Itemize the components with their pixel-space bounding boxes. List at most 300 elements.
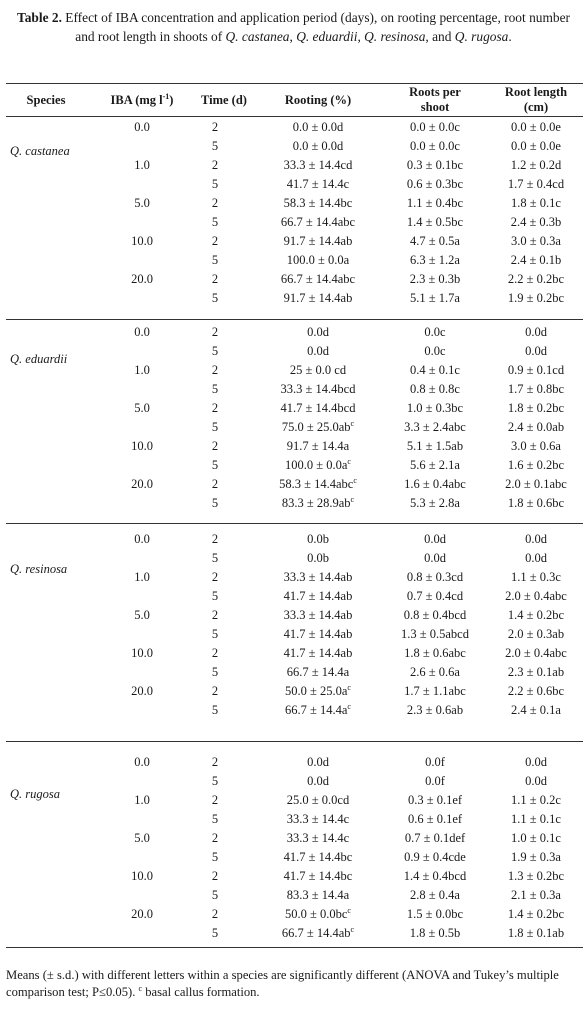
- root-length-value: [490, 627, 582, 642]
- iba-value-text: 0.0: [134, 532, 150, 546]
- roots-per-shoot-value: [385, 926, 485, 941]
- time-value-text: 5: [211, 458, 219, 473]
- caption-text: Effect of IBA concentration and application period (days), on rooting percentage, root number and root length in shoots of: [61, 10, 570, 44]
- roots-per-shoot-value-text: 0.7 ± 0.1def: [404, 831, 466, 846]
- rooting-value-text: 41.7 ± 14.4ab: [283, 646, 353, 661]
- iba-value: [102, 401, 182, 416]
- roots-per-shoot-value: [385, 139, 485, 154]
- iba-value: [102, 608, 182, 623]
- roots-per-shoot-value-text: 0.0 ± 0.0c: [410, 139, 460, 154]
- rooting-value: [258, 344, 378, 359]
- rooting-value-text: 66.7 ± 14.4ab: [281, 926, 351, 941]
- root-length-value: [490, 477, 582, 492]
- rooting-value-text: 100.0 ± 0.0a: [285, 458, 348, 473]
- roots-per-shoot-value-text: 3.3 ± 2.4abc: [404, 420, 466, 435]
- species-separator-rule: [6, 523, 583, 524]
- time-value: [185, 551, 245, 566]
- roots-per-shoot-value: [385, 458, 485, 473]
- time-value: [185, 477, 245, 492]
- iba-value: [102, 532, 182, 547]
- iba-value: [102, 793, 182, 808]
- rooting-value-text: 0.0d: [307, 325, 329, 339]
- iba-value: [102, 869, 182, 884]
- root-length-value: [490, 665, 582, 680]
- root-length-value-text: 2.4 ± 0.3b: [510, 215, 562, 230]
- caption-species-2: Q. eduardii: [296, 29, 358, 44]
- root-length-value-text: 3.0 ± 0.3a: [511, 234, 561, 249]
- roots-per-shoot-value-text: 0.7 ± 0.4cd: [406, 589, 464, 604]
- root-length-value: [490, 325, 582, 340]
- root-length-value: [490, 458, 582, 473]
- iba-value-text: 0.0: [134, 120, 150, 134]
- roots-per-shoot-value-text: 1.4 ± 0.5bc: [406, 215, 464, 230]
- roots-per-shoot-value-text: 2.8 ± 0.4a: [410, 888, 460, 903]
- time-value: [185, 812, 245, 827]
- roots-per-shoot-value: [385, 907, 485, 922]
- time-value-text: 2: [211, 234, 219, 249]
- root-length-value: [490, 812, 582, 827]
- root-length-value: [490, 850, 582, 865]
- footnote-tail: basal callus formation.: [142, 985, 260, 999]
- rooting-value-text: 41.7 ± 14.4ab: [283, 627, 353, 642]
- time-value: [185, 177, 245, 192]
- rooting-value: [258, 812, 378, 827]
- roots-per-shoot-value: [385, 382, 485, 397]
- table-top-rule: [6, 83, 583, 84]
- iba-value-text: 20.0: [131, 477, 153, 492]
- time-value: [185, 665, 245, 680]
- header-bottom-rule: [6, 116, 583, 117]
- time-value: [185, 272, 245, 287]
- rooting-value: [258, 888, 378, 903]
- rooting-value-text: 0.0b: [307, 532, 329, 546]
- roots-per-shoot-value-text: 1.8 ± 0.5b: [409, 926, 461, 941]
- time-value-text: 2: [211, 646, 219, 661]
- roots-per-shoot-value: [385, 850, 485, 865]
- rooting-value-text: 50.0 ± 25.0a: [285, 684, 348, 699]
- root-length-value-text: 2.2 ± 0.6bc: [507, 684, 565, 699]
- header-length-line-1: Root length: [504, 85, 568, 99]
- rooting-value-text: 33.3 ± 14.4ab: [283, 570, 353, 585]
- time-value: [185, 496, 245, 511]
- rooting-value-text: 91.7 ± 14.4ab: [283, 234, 353, 249]
- footnote-text: Means (± s.d.) with different letters within a species are significantly different (ANOVA and Tukey’s multiple comparison test; P≤0.05).: [6, 968, 559, 999]
- roots-per-shoot-value: [385, 120, 485, 135]
- iba-value: [102, 158, 182, 173]
- iba-value: [102, 325, 182, 340]
- rooting-value: [258, 703, 378, 718]
- root-length-value-text: 2.2 ± 0.2bc: [507, 272, 565, 287]
- rooting-value: [258, 139, 378, 154]
- callus-superscript: c: [353, 476, 357, 486]
- iba-value-text: 5.0: [134, 401, 150, 416]
- roots-per-shoot-value-text: 5.1 ± 1.7a: [410, 291, 460, 306]
- rooting-value: [258, 646, 378, 661]
- time-value: [185, 139, 245, 154]
- rooting-value-text: 0.0 ± 0.0d: [292, 139, 344, 154]
- species-separator-rule: [6, 741, 583, 742]
- roots-per-shoot-value-text: 1.6 ± 0.4abc: [404, 477, 466, 492]
- callus-superscript: c: [347, 702, 351, 712]
- roots-per-shoot-value: [385, 291, 485, 306]
- iba-value-text: 1.0: [134, 158, 150, 173]
- time-value: [185, 793, 245, 808]
- root-length-value-text: 0.0d: [525, 344, 547, 359]
- root-length-value: [490, 401, 582, 416]
- time-value: [185, 608, 245, 623]
- root-length-value: [490, 253, 582, 268]
- roots-per-shoot-value: [385, 196, 485, 211]
- time-value: [185, 755, 245, 770]
- rooting-value: [258, 831, 378, 846]
- time-value: [185, 589, 245, 604]
- roots-per-shoot-value: [385, 158, 485, 173]
- root-length-value: [490, 774, 582, 789]
- header-iba-exponent: -1: [162, 92, 170, 101]
- rooting-value: [258, 158, 378, 173]
- iba-value-text: 1.0: [134, 793, 150, 808]
- roots-per-shoot-value-text: 0.0f: [425, 774, 445, 789]
- time-value-text: 2: [211, 532, 219, 546]
- time-value-text: 5: [211, 253, 219, 268]
- root-length-value: [490, 646, 582, 661]
- rooting-value: [258, 196, 378, 211]
- root-length-value: [490, 907, 582, 922]
- roots-per-shoot-value: [385, 496, 485, 511]
- table-label: Table 2.: [17, 10, 62, 25]
- header-rooting: Rooting (%): [284, 93, 352, 107]
- roots-per-shoot-value-text: 0.8 ± 0.3cd: [406, 570, 464, 585]
- root-length-value-text: 2.3 ± 0.1ab: [507, 665, 565, 680]
- rooting-value: [258, 608, 378, 623]
- time-value-text: 2: [211, 608, 219, 623]
- iba-value: [102, 831, 182, 846]
- time-value: [185, 196, 245, 211]
- roots-per-shoot-value: [385, 812, 485, 827]
- header-iba-label: IBA (mg l: [110, 93, 163, 107]
- root-length-value-text: 0.0d: [525, 551, 547, 566]
- time-value-text: 2: [211, 120, 219, 134]
- root-length-value-text: 1.8 ± 0.1c: [511, 196, 561, 211]
- root-length-value: [490, 755, 582, 770]
- rooting-value: [258, 420, 378, 435]
- root-length-value-text: 1.9 ± 0.3a: [511, 850, 561, 865]
- root-length-value-text: 1.6 ± 0.2bc: [507, 458, 565, 473]
- time-value-text: 5: [211, 420, 219, 435]
- time-value-text: 5: [211, 215, 219, 230]
- time-value-text: 2: [211, 907, 219, 922]
- roots-per-shoot-value-text: 1.3 ± 0.5abcd: [401, 627, 469, 642]
- roots-per-shoot-value: [385, 589, 485, 604]
- rooting-value-text: 66.7 ± 14.4abc: [280, 272, 356, 287]
- iba-value: [102, 363, 182, 378]
- time-value-text: 2: [211, 755, 219, 769]
- time-value: [185, 158, 245, 173]
- rooting-value-text: 33.3 ± 14.4bcd: [280, 382, 356, 397]
- rooting-value-text: 83.3 ± 14.4a: [286, 888, 350, 903]
- root-length-value-text: 1.3 ± 0.2bc: [507, 869, 565, 884]
- root-length-value-text: 1.8 ± 0.1ab: [507, 926, 565, 941]
- root-length-value: [490, 439, 582, 454]
- roots-per-shoot-value-text: 5.1 ± 1.5ab: [406, 439, 464, 454]
- footnote-superscript: c: [138, 984, 143, 993]
- time-value-text: 2: [211, 325, 219, 339]
- roots-per-shoot-value: [385, 272, 485, 287]
- species-name: Q. eduardii: [10, 352, 68, 366]
- roots-per-shoot-value-text: 0.6 ± 0.1ef: [407, 812, 463, 827]
- root-length-value-text: 1.1 ± 0.3c: [511, 570, 561, 585]
- iba-value-text: 20.0: [131, 272, 153, 287]
- iba-value: [102, 684, 182, 699]
- rooting-value: [258, 570, 378, 585]
- caption-species-1: Q. castanea: [225, 29, 290, 44]
- root-length-value: [490, 363, 582, 378]
- time-value-text: 5: [211, 344, 219, 359]
- iba-value-text: 0.0: [134, 325, 150, 339]
- root-length-value-text: 2.0 ± 0.3ab: [507, 627, 565, 642]
- roots-per-shoot-value: [385, 439, 485, 454]
- root-length-value: [490, 831, 582, 846]
- rooting-value: [258, 272, 378, 287]
- iba-value-text: 10.0: [131, 234, 153, 249]
- roots-per-shoot-value: [385, 703, 485, 718]
- roots-per-shoot-value-text: 1.8 ± 0.6abc: [404, 646, 466, 661]
- root-length-value-text: 0.0 ± 0.0e: [511, 120, 561, 134]
- rooting-value: [258, 439, 378, 454]
- roots-per-shoot-value-text: 1.1 ± 0.4bc: [406, 196, 464, 211]
- time-value-text: 5: [211, 665, 219, 680]
- roots-per-shoot-value: [385, 363, 485, 378]
- rooting-value: [258, 665, 378, 680]
- root-length-value-text: 1.4 ± 0.2bc: [507, 608, 565, 623]
- rooting-value-text: 41.7 ± 14.4bcd: [280, 401, 356, 416]
- callus-superscript: c: [347, 457, 351, 467]
- time-value: [185, 570, 245, 585]
- time-value: [185, 291, 245, 306]
- time-value-text: 5: [211, 627, 219, 642]
- time-value: [185, 363, 245, 378]
- roots-per-shoot-value-text: 2.3 ± 0.6ab: [406, 703, 464, 718]
- rooting-value: [258, 215, 378, 230]
- iba-value: [102, 477, 182, 492]
- roots-per-shoot-value-text: 0.0d: [424, 532, 446, 546]
- iba-value-text: 20.0: [131, 907, 153, 922]
- time-value-text: 2: [211, 158, 219, 173]
- callus-superscript: c: [347, 683, 351, 693]
- root-length-value: [490, 420, 582, 435]
- rooting-value-text: 66.7 ± 14.4a: [286, 665, 350, 680]
- root-length-value-text: 0.0 ± 0.0e: [511, 139, 561, 154]
- time-value-text: 2: [211, 570, 219, 585]
- roots-per-shoot-value: [385, 570, 485, 585]
- root-length-value: [490, 234, 582, 249]
- rooting-value-text: 75.0 ± 25.0ab: [281, 420, 351, 435]
- roots-per-shoot-value: [385, 684, 485, 699]
- time-value-text: 2: [211, 196, 219, 211]
- root-length-value-text: 2.0 ± 0.1abc: [505, 477, 567, 492]
- roots-per-shoot-value: [385, 888, 485, 903]
- iba-value-text: 1.0: [134, 570, 150, 585]
- root-length-value: [490, 291, 582, 306]
- rooting-value-text: 41.7 ± 14.4c: [286, 177, 350, 192]
- species-name: Q. rugosa: [10, 787, 61, 801]
- root-length-value: [490, 177, 582, 192]
- rooting-value: [258, 120, 378, 135]
- rooting-value-text: 50.0 ± 0.0bc: [285, 907, 348, 922]
- roots-per-shoot-value-text: 2.6 ± 0.6a: [410, 665, 460, 680]
- roots-per-shoot-value-text: 1.7 ± 1.1abc: [404, 684, 466, 699]
- rooting-value-text: 41.7 ± 14.4ab: [283, 589, 353, 604]
- header-roots-line-1: Roots per: [409, 85, 461, 99]
- rooting-value: [258, 325, 378, 340]
- iba-value-text: 0.0: [134, 755, 150, 769]
- root-length-value: [490, 139, 582, 154]
- root-length-value-text: 0.0d: [525, 774, 547, 789]
- roots-per-shoot-value: [385, 532, 485, 547]
- time-value: [185, 774, 245, 789]
- time-value: [185, 684, 245, 699]
- root-length-value-text: 1.8 ± 0.6bc: [507, 496, 565, 511]
- root-length-value: [490, 869, 582, 884]
- rooting-value: [258, 907, 378, 922]
- root-length-value-text: 0.9 ± 0.1cd: [507, 363, 565, 378]
- roots-per-shoot-value: [385, 646, 485, 661]
- time-value-text: 2: [211, 477, 219, 492]
- roots-per-shoot-value-text: 1.4 ± 0.4bcd: [403, 869, 467, 884]
- roots-per-shoot-value: [385, 253, 485, 268]
- time-value-text: 5: [211, 850, 219, 865]
- rooting-value: [258, 382, 378, 397]
- time-value: [185, 439, 245, 454]
- time-value-text: 5: [211, 926, 219, 941]
- rooting-value: [258, 869, 378, 884]
- table-caption: [6, 8, 581, 46]
- root-length-value: [490, 608, 582, 623]
- rooting-value-text: 25.0 ± 0.0cd: [286, 793, 350, 808]
- time-value-text: 5: [211, 551, 219, 566]
- rooting-value: [258, 793, 378, 808]
- header-root-length: [490, 85, 582, 115]
- roots-per-shoot-value-text: 0.8 ± 0.8c: [410, 382, 460, 397]
- time-value: [185, 850, 245, 865]
- rooting-value: [258, 401, 378, 416]
- rooting-value-text: 91.7 ± 14.4ab: [283, 291, 353, 306]
- iba-value: [102, 196, 182, 211]
- root-length-value-text: 1.4 ± 0.2bc: [507, 907, 565, 922]
- callus-superscript: c: [350, 925, 355, 935]
- roots-per-shoot-value: [385, 401, 485, 416]
- root-length-value: [490, 888, 582, 903]
- header-roots-line-2: shoot: [420, 100, 450, 114]
- time-value-text: 5: [211, 703, 219, 718]
- header-iba: [98, 93, 186, 108]
- roots-per-shoot-value: [385, 831, 485, 846]
- rooting-value: [258, 850, 378, 865]
- time-value: [185, 888, 245, 903]
- iba-value: [102, 646, 182, 661]
- header-length-line-2: (cm): [523, 100, 549, 114]
- time-value: [185, 344, 245, 359]
- roots-per-shoot-value-text: 0.6 ± 0.3bc: [406, 177, 464, 192]
- rooting-value: [258, 532, 378, 547]
- iba-value-text: 5.0: [134, 608, 150, 623]
- header-time: Time (d): [201, 93, 247, 107]
- roots-per-shoot-value-text: 6.3 ± 1.2a: [410, 253, 460, 268]
- rooting-value: [258, 551, 378, 566]
- roots-per-shoot-value-text: 5.6 ± 2.1a: [410, 458, 460, 473]
- root-length-value-text: 0.0d: [525, 755, 547, 769]
- rooting-value: [258, 589, 378, 604]
- root-length-value: [490, 684, 582, 699]
- root-length-value: [490, 120, 582, 135]
- callus-superscript: c: [350, 419, 355, 429]
- rooting-value: [258, 496, 378, 511]
- rooting-value: [258, 926, 378, 941]
- root-length-value-text: 0.0d: [525, 532, 547, 546]
- roots-per-shoot-value-text: 4.7 ± 0.5a: [410, 234, 460, 249]
- header-roots-per-shoot: [385, 85, 485, 115]
- roots-per-shoot-value-text: 0.8 ± 0.4bcd: [403, 608, 467, 623]
- root-length-value: [490, 703, 582, 718]
- root-length-value-text: 1.1 ± 0.1c: [511, 812, 561, 827]
- time-value-text: 5: [211, 589, 219, 604]
- rooting-value-text: 0.0d: [307, 774, 329, 789]
- rooting-value-text: 58.3 ± 14.4abc: [279, 477, 354, 492]
- time-value: [185, 420, 245, 435]
- time-value: [185, 382, 245, 397]
- root-length-value: [490, 532, 582, 547]
- rooting-value-text: 33.3 ± 14.4c: [286, 831, 350, 846]
- roots-per-shoot-value: [385, 344, 485, 359]
- roots-per-shoot-value-text: 0.0f: [425, 755, 445, 769]
- time-value-text: 2: [211, 439, 219, 454]
- root-length-value: [490, 496, 582, 511]
- caption-separator: ,: [357, 29, 365, 44]
- iba-value-text: 1.0: [134, 363, 150, 378]
- rooting-value: [258, 458, 378, 473]
- species-name: Q. castanea: [10, 144, 70, 158]
- iba-value: [102, 439, 182, 454]
- rooting-value: [258, 177, 378, 192]
- time-value: [185, 120, 245, 135]
- rooting-value-text: 91.7 ± 14.4a: [286, 439, 350, 454]
- header-iba-close: ): [169, 93, 174, 107]
- roots-per-shoot-value: [385, 755, 485, 770]
- iba-value: [102, 570, 182, 585]
- rooting-value-text: 33.3 ± 14.4cd: [283, 158, 353, 173]
- rooting-value: [258, 253, 378, 268]
- iba-value-text: 10.0: [131, 869, 153, 884]
- iba-value-text: 10.0: [131, 439, 153, 454]
- caption-species-4: Q. rugosa: [454, 29, 509, 44]
- rooting-value: [258, 291, 378, 306]
- iba-value: [102, 907, 182, 922]
- caption-separator: , and: [425, 29, 455, 44]
- rooting-value-text: 0.0b: [307, 551, 329, 566]
- root-length-value: [490, 344, 582, 359]
- time-value-text: 2: [211, 831, 219, 846]
- root-length-value-text: 3.0 ± 0.6a: [511, 439, 561, 454]
- rooting-value: [258, 363, 378, 378]
- callus-superscript: c: [350, 495, 355, 505]
- rooting-value: [258, 755, 378, 770]
- time-value-text: 5: [211, 291, 219, 306]
- time-value: [185, 458, 245, 473]
- roots-per-shoot-value-text: 5.3 ± 2.8a: [410, 496, 460, 511]
- time-value-text: 2: [211, 363, 219, 378]
- iba-value-text: 5.0: [134, 196, 150, 211]
- roots-per-shoot-value-text: 0.0c: [424, 344, 446, 359]
